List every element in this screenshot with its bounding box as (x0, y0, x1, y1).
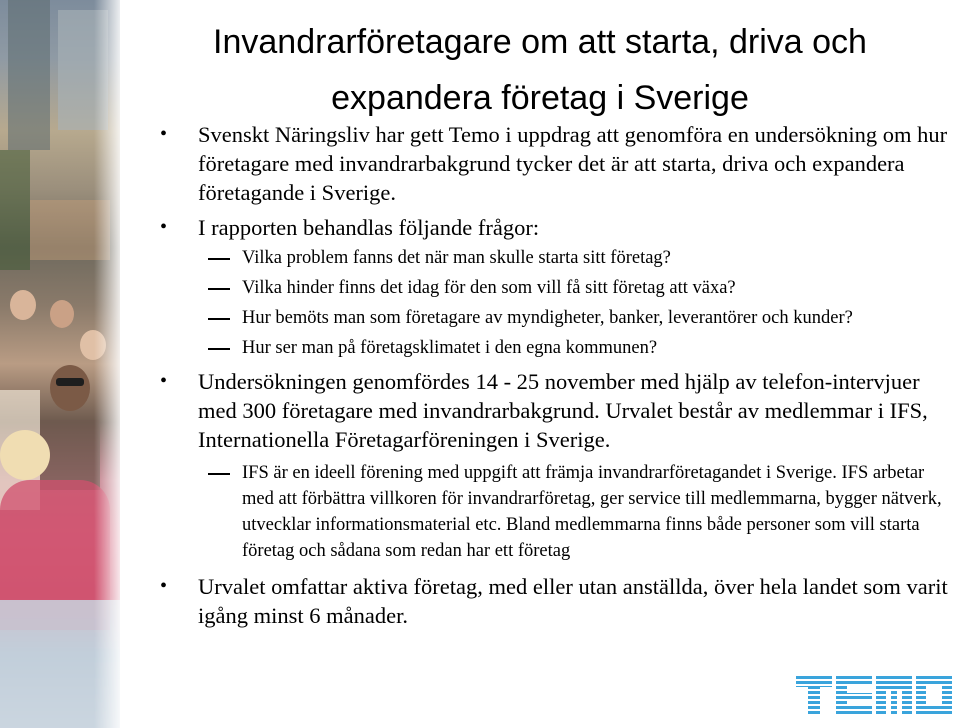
bullet-dot: • (160, 370, 168, 392)
subitem-2-3 (160, 305, 950, 331)
bullet-dot: • (160, 216, 168, 238)
bullet-dot: • (160, 123, 168, 145)
subitem-2-2-text: Vilka hinder finns det idag för den som vill få sitt företag att växa? (242, 278, 736, 298)
bullet-3-text: Undersökningen genomfördes 14 - 25 november med hjälp av telefon-intervjuer med 300 företagare med invandrarbakgrund. Urvalet består av medlemmar i IFS, Internationella Företagarföreningen i Sverige. (198, 369, 928, 452)
logo-letter-m (876, 676, 912, 716)
bullet-3 (160, 367, 950, 454)
bullet-dot: • (160, 575, 168, 597)
subitem-2-1 (160, 245, 950, 271)
dash-marker (208, 288, 230, 290)
dash-marker (208, 318, 230, 320)
slide-title-line-2: expandera företag i Sverige (331, 79, 749, 117)
logo-letter-t (796, 676, 832, 716)
subitem-2-1-text: Vilka problem fanns det när man skulle starta sitt företag? (242, 248, 671, 268)
bullet-list (160, 120, 950, 630)
subitem-3-1 (160, 460, 950, 564)
bullet-2-text: I rapporten behandlas följande frågor: (198, 215, 540, 240)
dash-marker (208, 258, 230, 260)
subitem-2-2 (160, 275, 950, 301)
temo-logo (796, 676, 956, 716)
subitem-2-4-text: Hur ser man på företagsklimatet i den egna kommunen? (242, 338, 658, 358)
slide-title-line-1: Invandrarföretagare om att starta, driva och (213, 23, 867, 61)
slide-title (140, 14, 940, 126)
logo-letter-e (836, 676, 872, 716)
subitem-2-3-text: Hur bemöts man som företagare av myndigheter, banker, leverantörer och kunder? (242, 308, 853, 328)
bullet-2 (160, 213, 950, 242)
bullet-1 (160, 120, 950, 207)
logo-letter-o (916, 676, 952, 716)
subitem-3-1-text: IFS är en ideell förening med uppgift att främja invandrarföretagandet i Sverige. IFS arbetar med att förbättra villkoren för invandrarföretag, ger service till medlemmarna, bygger nätverk, utvecklar informationsmaterial etc. Bland medlemmarna finns både personer som vill starta företag och sådana som redan har ett företag (242, 463, 942, 561)
subitem-2-4 (160, 335, 950, 361)
bullet-4 (160, 572, 950, 630)
dash-marker (208, 473, 230, 475)
crowd-photo (0, 0, 120, 728)
bullet-1-text: Svenskt Näringsliv har gett Temo i uppdrag att genomföra en undersökning om hur företagare med invandrarbakgrund tycker det är att starta, driva och expandera företagande i Sverige. (198, 122, 948, 205)
dash-marker (208, 348, 230, 350)
bullet-4-text: Urvalet omfattar aktiva företag, med eller utan anställda, över hela landet som varit igång minst 6 månader. (198, 574, 948, 628)
